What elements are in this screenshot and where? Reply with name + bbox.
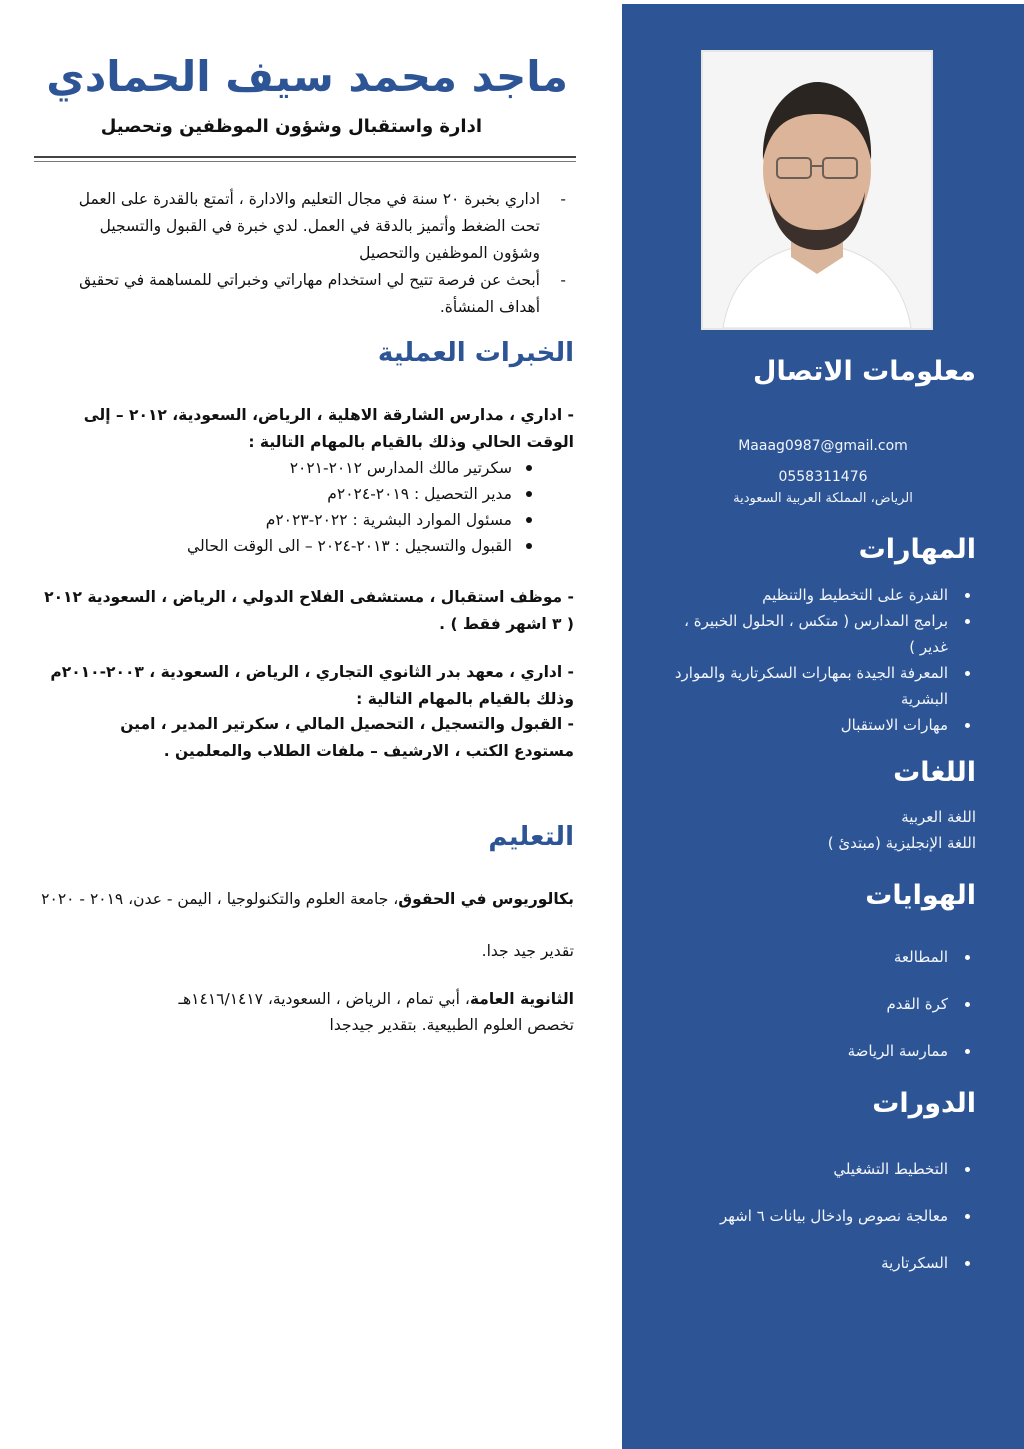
divider	[34, 156, 576, 158]
divider	[34, 161, 576, 162]
job-task: مسئول الموارد البشرية : ٢٠٢٢-٢٠٢٣م	[187, 507, 534, 533]
hobby-item: ممارسة الرياضة	[848, 1038, 976, 1064]
school-title: الثانوية العامة	[469, 990, 574, 1008]
job-tasks: - القبول والتسجيل ، التحصيل المالي ، سكرتير المدير ، امين مستودع الكتب ، الارشيف – ملفات الطلاب والمعلمين .	[120, 715, 574, 760]
education-heading: التعليم	[488, 822, 574, 852]
degree-title: بكالوريوس في الحقوق	[398, 890, 574, 908]
education-degree	[34, 886, 574, 913]
language-item: اللغة العربية	[901, 808, 976, 826]
job-task: سكرتير مالك المدارس ٢٠١٢-٢٠٢١	[187, 455, 534, 481]
skills-list	[656, 582, 976, 738]
education-school	[34, 986, 574, 1013]
profile-photo	[701, 50, 933, 330]
hobbies-heading: الهوايات	[865, 880, 976, 911]
school-details: ، أبي تمام ، الرياض ، السعودية، ١٤١٦/١٤١٧هـ	[178, 990, 470, 1008]
job-tasks-list	[187, 455, 534, 559]
summary-list	[70, 186, 570, 321]
hobby-item: كرة القدم	[848, 991, 976, 1017]
sidebar	[622, 4, 1024, 1449]
person-portrait-icon	[703, 52, 931, 328]
contact-location: الرياض، المملكة العربية السعودية	[733, 491, 913, 506]
skill-item: المعرفة الجيدة بمهارات السكرتارية والموارد البشرية	[656, 660, 976, 712]
skill-item: مهارات الاستقبال	[656, 712, 976, 738]
school-grade: تخصص العلوم الطبيعية. بتقدير جيدجدا	[329, 1016, 574, 1034]
degree-grade: تقدير جيد جدا.	[481, 942, 574, 960]
course-item: السكرتارية	[720, 1250, 976, 1276]
job-entry: - موظف استقبال ، مستشفى الفلاح الدولي ، الرياض ، السعودية ٢٠١٢ ( ٣ اشهر فقط ) .	[44, 588, 574, 633]
contact-phone[interactable]: 0558311476	[778, 469, 868, 485]
courses-heading: الدورات	[872, 1088, 976, 1119]
skill-item: القدرة على التخطيط والتنظيم	[656, 582, 976, 608]
language-item: اللغة الإنجليزية (مبتدئ )	[827, 834, 976, 852]
job-task: مدير التحصيل : ٢٠١٩-٢٠٢٤م	[187, 481, 534, 507]
hobbies-list	[848, 944, 976, 1064]
course-item: معالجة نصوص وادخال بيانات ٦ اشهر	[720, 1203, 976, 1229]
contact-heading: معلومات الاتصال	[753, 356, 976, 387]
languages-heading: اللغات	[893, 757, 976, 788]
contact-email[interactable]: Maaag0987@gmail.com	[738, 438, 908, 454]
job-task: القبول والتسجيل : ٢٠١٣-٢٠٢٤ – الى الوقت الحالي	[187, 533, 534, 559]
courses-list	[720, 1156, 976, 1276]
degree-details: ، جامعة العلوم والتكنولوجيا ، اليمن - عدن، ٢٠١٩ - ٢٠٢٠	[41, 890, 399, 908]
skills-heading: المهارات	[858, 534, 976, 565]
hobby-item: المطالعة	[848, 944, 976, 970]
skill-item: برامج المدارس ( متكس ، الحلول الخبيرة ، غدير )	[656, 608, 976, 660]
person-name: ماجد محمد سيف الحمادي	[46, 52, 568, 101]
job-entry: - اداري ، مدارس الشارقة الاهلية ، الرياض، السعودية، ٢٠١٢ – إلى الوقت الحالي وذلك بالقيام بالمهام التالية :	[83, 406, 574, 451]
job-entry: - اداري ، معهد بدر الثانوي التجاري ، الرياض ، السعودية ، ٢٠٠٣-٢٠١٠م وذلك بالقيام بالمهام التالية :	[50, 663, 574, 708]
summary-item: - أبحث عن فرصة تتيح لي استخدام مهاراتي وخبراتي للمساهمة في تحقيق أهداف المنشأة.	[70, 267, 570, 321]
course-item: التخطيط التشغيلي	[720, 1156, 976, 1182]
job-title: ادارة واستقبال وشؤون الموظفين وتحصيل	[100, 116, 482, 137]
summary-item: - اداري بخبرة ٢٠ سنة في مجال التعليم والادارة ، أتمتع بالقدرة على العمل تحت الضغط وأتميز بالدقة في العمل. لدي خبرة في القبول والتسجيل وشؤون الموظفين والتحصيل	[70, 186, 570, 267]
experience-heading: الخبرات العملية	[377, 338, 574, 368]
